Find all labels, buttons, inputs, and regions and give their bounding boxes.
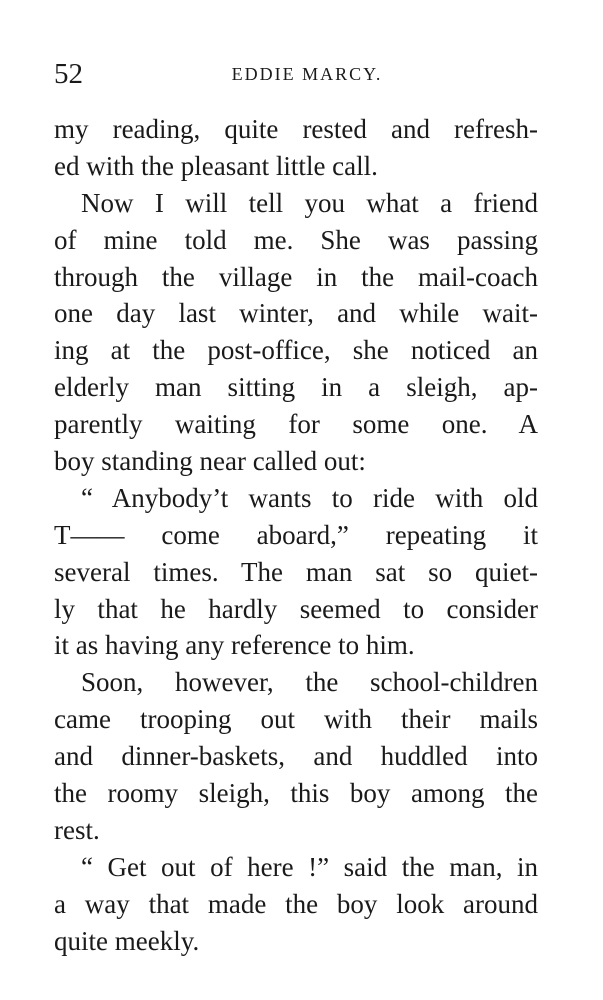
paragraph xyxy=(54,111,538,185)
page-body xyxy=(54,111,538,959)
text-line: the roomy sleigh, this boy among the xyxy=(54,778,538,809)
text-line: ed with the pleasant little call. xyxy=(54,150,378,181)
text-line: rest. xyxy=(54,814,100,845)
text-line: through the village in the mail-coach xyxy=(54,261,538,292)
paragraph xyxy=(54,480,538,664)
text-line: T—— come aboard,” repeating it xyxy=(54,519,538,550)
text-line: parently waiting for some one. A xyxy=(54,409,538,440)
text-line: my reading, quite rested and refresh- xyxy=(54,114,538,144)
text-line: came trooping out with their mails xyxy=(54,704,538,735)
text-line: and dinner-baskets, and huddled into xyxy=(54,741,538,772)
text-line: ing at the post-office, she noticed an xyxy=(54,335,538,366)
page-number: 52 xyxy=(54,58,83,90)
text-line: it as having any reference to him. xyxy=(54,630,415,661)
paragraph xyxy=(54,849,538,960)
text-line: Soon, however, the school-children xyxy=(81,667,538,698)
page-header xyxy=(54,56,538,92)
running-head: EDDIE MARCY. xyxy=(231,64,383,84)
text-line: boy standing near called out: xyxy=(54,446,366,477)
text-line: ly that he hardly seemed to consider xyxy=(54,593,538,624)
text-line: of mine told me. She was passing xyxy=(54,224,538,255)
paragraph xyxy=(54,185,538,480)
text-line: quite meekly. xyxy=(54,925,200,956)
paragraph xyxy=(54,664,538,848)
text-line: “ Get out of here !” said the man, in xyxy=(81,851,538,882)
text-line: a way that made the boy look around xyxy=(54,888,538,919)
text-line: several times. The man sat so quiet- xyxy=(54,556,538,587)
text-line: Now I will tell you what a friend xyxy=(81,187,538,218)
text-line: elderly man sitting in a sleigh, ap- xyxy=(54,372,538,403)
text-line: one day last winter, and while wait- xyxy=(54,298,538,329)
text-line: “ Anybody’t wants to ride with old xyxy=(81,482,538,513)
